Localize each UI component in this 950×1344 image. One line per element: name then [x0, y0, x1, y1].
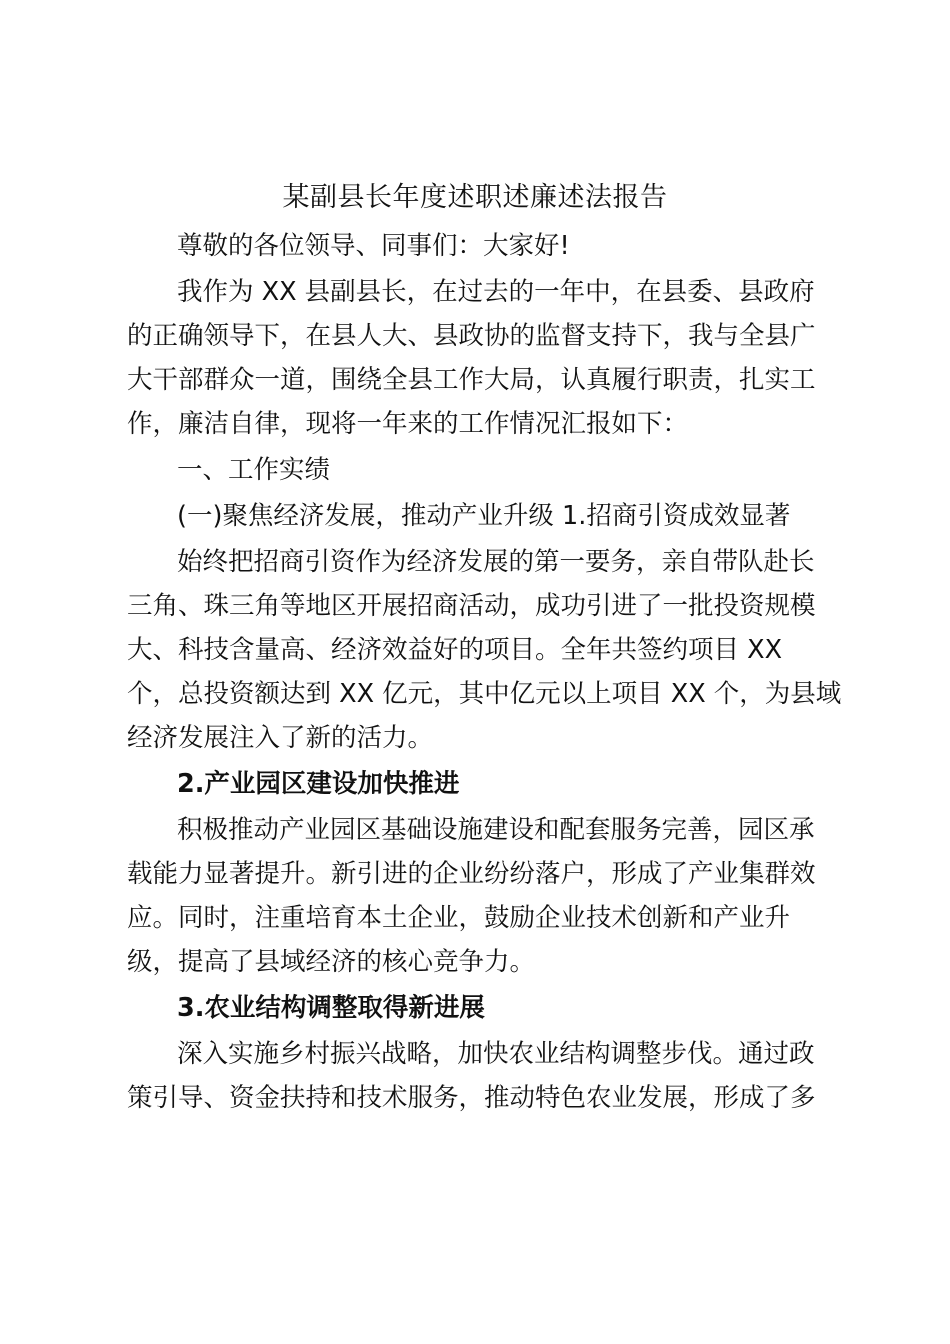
paragraph-line: 的正确领导下，在县人大、县政协的监督支持下，我与全县广 — [127, 321, 816, 351]
paragraph-line: 我作为 XX 县副县长，在过去的一年中，在县委、县政府 — [177, 277, 815, 307]
subheading: 2.产业园区建设加快推进 — [177, 769, 460, 799]
subheading: 3.农业结构调整取得新进展 — [177, 993, 485, 1023]
section-heading: 一、工作实绩 — [177, 455, 331, 485]
paragraph-line: 始终把招商引资作为经济发展的第一要务，亲自带队赴长 — [177, 547, 815, 577]
paragraph-line: 深入实施乡村振兴战略，加快农业结构调整步伐。通过政 — [177, 1039, 815, 1069]
paragraph-line: 三角、珠三角等地区开展招商活动，成功引进了一批投资规模 — [127, 591, 816, 621]
paragraph-line: 经济发展注入了新的活力。 — [127, 723, 434, 753]
document-title: 某副县长年度述职述廉述法报告 — [282, 182, 668, 213]
paragraph-line: 载能力显著提升。新引进的企业纷纷落户，形成了产业集群效 — [127, 859, 816, 889]
paragraph-line: 大干部群众一道，围绕全县工作大局，认真履行职责，扎实工 — [127, 365, 816, 395]
paragraph-line: 大、科技含量高、经济效益好的项目。全年共签约项目 XX — [127, 635, 783, 665]
paragraph-line: 应。同时，注重培育本土企业，鼓励企业技术创新和产业升 — [127, 903, 791, 933]
salutation: 尊敬的各位领导、同事们：大家好! — [177, 231, 570, 261]
paragraph-line: 策引导、资金扶持和技术服务，推动特色农业发展，形成了多 — [127, 1083, 816, 1113]
subsection-heading: (一)聚焦经济发展，推动产业升级 1.招商引资成效显著 — [177, 501, 791, 531]
paragraph-line: 个，总投资额达到 XX 亿元，其中亿元以上项目 XX 个，为县域 — [127, 679, 842, 709]
paragraph-line: 级，提高了县域经济的核心竞争力。 — [127, 947, 536, 977]
paragraph-line: 作，廉洁自律，现将一年来的工作情况汇报如下： — [127, 409, 689, 439]
paragraph-line: 积极推动产业园区基础设施建设和配套服务完善，园区承 — [177, 815, 815, 845]
